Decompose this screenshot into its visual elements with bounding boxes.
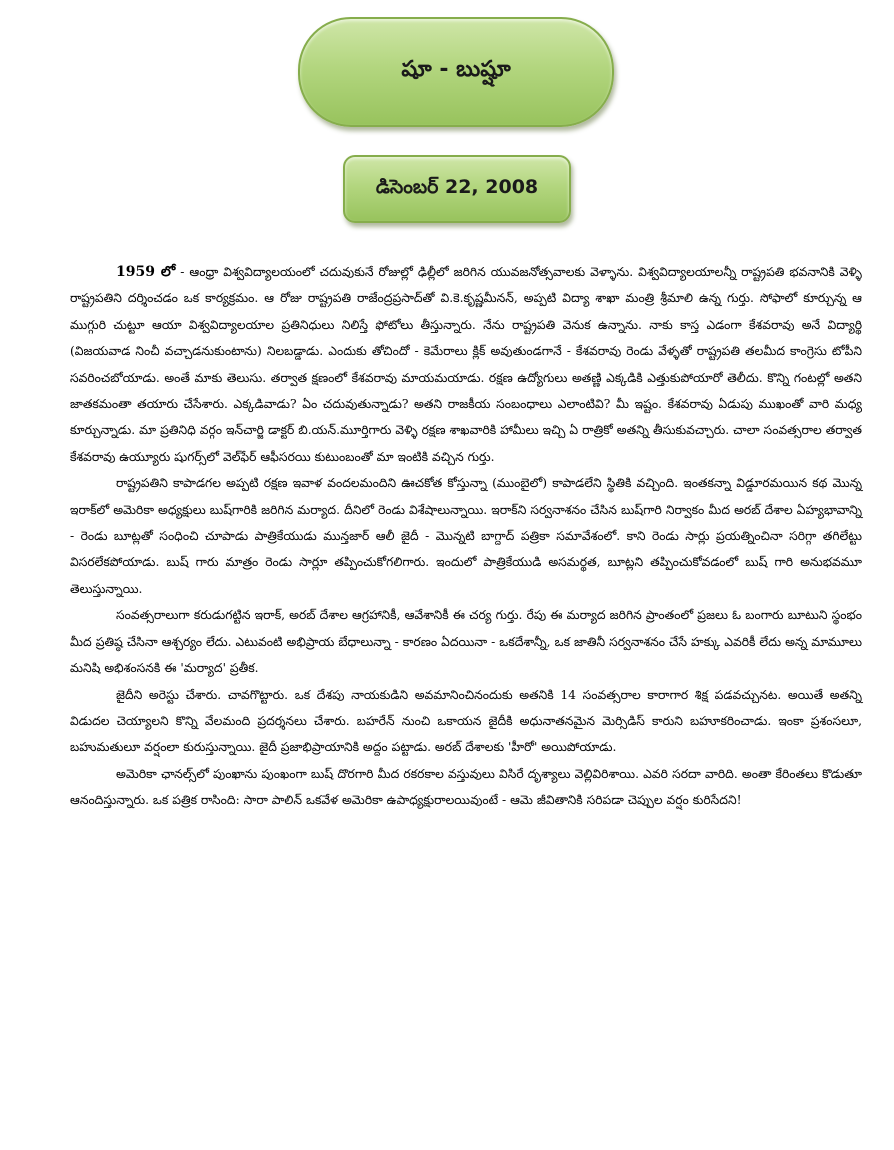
article-body xyxy=(70,259,862,814)
paragraph-2: రాష్ట్రపతిని కాపాడగల అప్పటి రక్షణ ఇవాళ వందలమందిని ఊచకోత కోస్తున్నా (ముంబైలో) కాపాడలేని స్థితికి వచ్చింది. ఇంతకన్నా విడ్డూరమయిన కథ మొన్న ఇరాక్‌లో అమెరికా అధ్యక్షులు బుష్‌గారికి జరిగిన మర్యాద. దీనిలో రెండు విశేషాలున్నాయి. ఇరాక్‌ని సర్వనాశనం చేసిన బుష్‌గారి నిర్వాకం మీద అరబ్ దేశాల ఏహ్యభావాన్ని - రెండు బూట్లతో సంధించి చూపాడు పాత్రికేయుడు మున్తజార్ ఆలీ జైదీ - మొన్నటి బాగ్దాద్ పత్రికా సమావేశంలో. కాని రెండు సార్లు ప్రయత్నించినా సరిగ్గా తగిలేట్టు విసరలేకపోయాడు. బుష్ గారు మాత్రం రెండు సార్లూ తప్పించుకోగలిగారు. ఇందులో పాత్రికేయుడి అసమర్థత, బూట్లని తప్పించుకోవడంలో బుష్ గారి అనుభవమూ తెలుస్తున్నాయి. xyxy=(70,476,862,596)
paragraph-1 xyxy=(70,259,862,470)
article-title: షూ - బుష్షూ xyxy=(401,57,511,82)
paragraph-1-text: - ఆంధ్రా విశ్వవిద్యాలయంలో చదువుకునే రోజుల్లో ఢిల్లీలో జరిగిన యువజనోత్సవాలకు వెళ్ళాను. విశ్వవిద్యాలయాలన్నీ రాష్ట్రపతి భవనానికి వెళ్ళి రాష్ట్రపతిని దర్శించడం ఒక కార్యక్రమం. ఆ రోజు రాష్ట్రపతి రాజేంద్రప్రసాద్‌తో వి.కె.కృష్ణమీనన్, అప్పటి విద్యా శాఖా మంత్రి శ్రీమాలి ఉన్న గుర్తు. సోఫాలో కూర్చున్న ఆ ముగ్గురి చుట్టూ ఆయా విశ్వవిద్యాలయాల ప్రతినిధులు నిలిస్తే ఫోటోలు తీస్తున్నారు. నేను రాష్ట్రపతి వెనుక ఉన్నాను. నాకు కాస్త ఎడంగా కేశవరావు అనే విద్యార్థి (విజయవాడ నించీ వచ్చాడనుకుంటాను) నిలబడ్డాడు. ఎందుకు తోచిందో - కెమేరాలు క్లిక్ అవుతుండగానే - కేశవరావు రెండు వేళ్ళతో రాష్ట్రపతి తలమీద కాంగ్రెసు టోపీని సవరించబోయాడు. అంతే మాకు తెలుసు. తర్వాత క్షణంలో కేశవరావు మాయమయాడు. రక్షణ ఉద్యోగులు అతణ్ణి ఎక్కడికి ఎత్తుకుపోయారో తెలీదు. కొన్ని గంటల్లో అతని జాతకమంతా తయారు చేసేశారు. ఎక్కడివాడు? ఏం చదువుతున్నాడు? అతని రాజకీయ సంబంధాలు ఎలాంటివి? మీ ఇష్టం. కేశవరావు ఏడుపు ముఖంతో వారి మధ్య కూర్చున్నాడు. మా ప్రతినిధి వర్గం ఇన్‌చార్జి డాక్టర్ బి.యన్.మూర్తిగారు వెళ్ళి రక్షణ శాఖవారికి హామీలు ఇచ్చి ఏ రాత్రికో అతన్ని తీసుకువచ్చారు. చాలా సంవత్సరాల తర్వాత కేశవరావు ఉయ్యూరు షుగర్స్‌లో వెల్‌ఫేర్ ఆఫీసరయి కుటుంబంతో మా ఇంటికి వచ్చిన గుర్తు. xyxy=(70,265,863,464)
paragraph-3: సంవత్సరాలుగా కరుడుగట్టిన ఇరాక్, అరబ్ దేశాల ఆగ్రహానికీ, ఆవేశానికీ ఈ చర్య గుర్తు. రేపు ఈ మర్యాద జరిగిన ప్రాంతంలో ప్రజలు ఓ బంగారు బూటుని స్థంభం మీద ప్రతిష్ఠ చేసినా ఆశ్చర్యం లేదు. ఎటువంటి అభిప్రాయ బేధాలున్నా - కారణం ఏదయినా - ఒకదేశాన్నీ, ఒక జాతినీ సర్వనాశనం చేసే హక్కు ఎవరికీ లేదు అన్న మామూలు మనిషి అభిశంసనకి ఈ 'మర్యాద' ప్రతీక. xyxy=(70,608,862,676)
paragraph-5: అమెరికా ఛానల్స్‌లో పుంఖాను పుంఖంగా బుష్ దొరగారి మీద రకరకాల వస్తువులు విసిరే దృశ్యాలు వెల్లివిరిశాయి. ఎవరి సరదా వారిది. అంతా కేరింతలు కొడుతూ ఆనందిస్తున్నారు. ఒక పత్రిక రాసింది: సారా పాలిన్ ఒకవేళ అమెరికా ఉపాధ్యక్షురాలయివుంటే - ఆమె జీవితానికి సరిపడా చెప్పుల వర్షం కురిసేదని! xyxy=(70,766,862,808)
article-date: డిసెంబర్ 22, 2008 xyxy=(375,175,539,198)
paragraph-4: జైదీని అరెస్టు చేశారు. చావగొట్టారు. ఒక దేశపు నాయకుడిని అవమానించినందుకు అతనికి 14 సంవత్సరాల కారాగార శిక్ష పడవచ్చునట. అయితే అతన్ని విడుదల చెయ్యాలని కొన్ని వేలమంది ప్రదర్శనలు చేశారు. బహరేన్ నుంచి ఒకాయన జైదీకి అధునాతనమైన మెర్సిడిస్ కారుని బహూకరించాడు. ఇంకా ప్రశంసలూ, బహుమతులూ వర్షంలా కురుస్తున్నాయి. జైదీ ప్రజాభిప్రాయానికి అద్దం పట్టాడు. అరబ్ దేశాలకు 'హీరో' అయిపోయాడు. xyxy=(70,687,862,755)
lead-year: 1959 లో xyxy=(116,264,176,280)
article-title-banner xyxy=(298,17,614,127)
article-date-banner xyxy=(343,155,571,223)
